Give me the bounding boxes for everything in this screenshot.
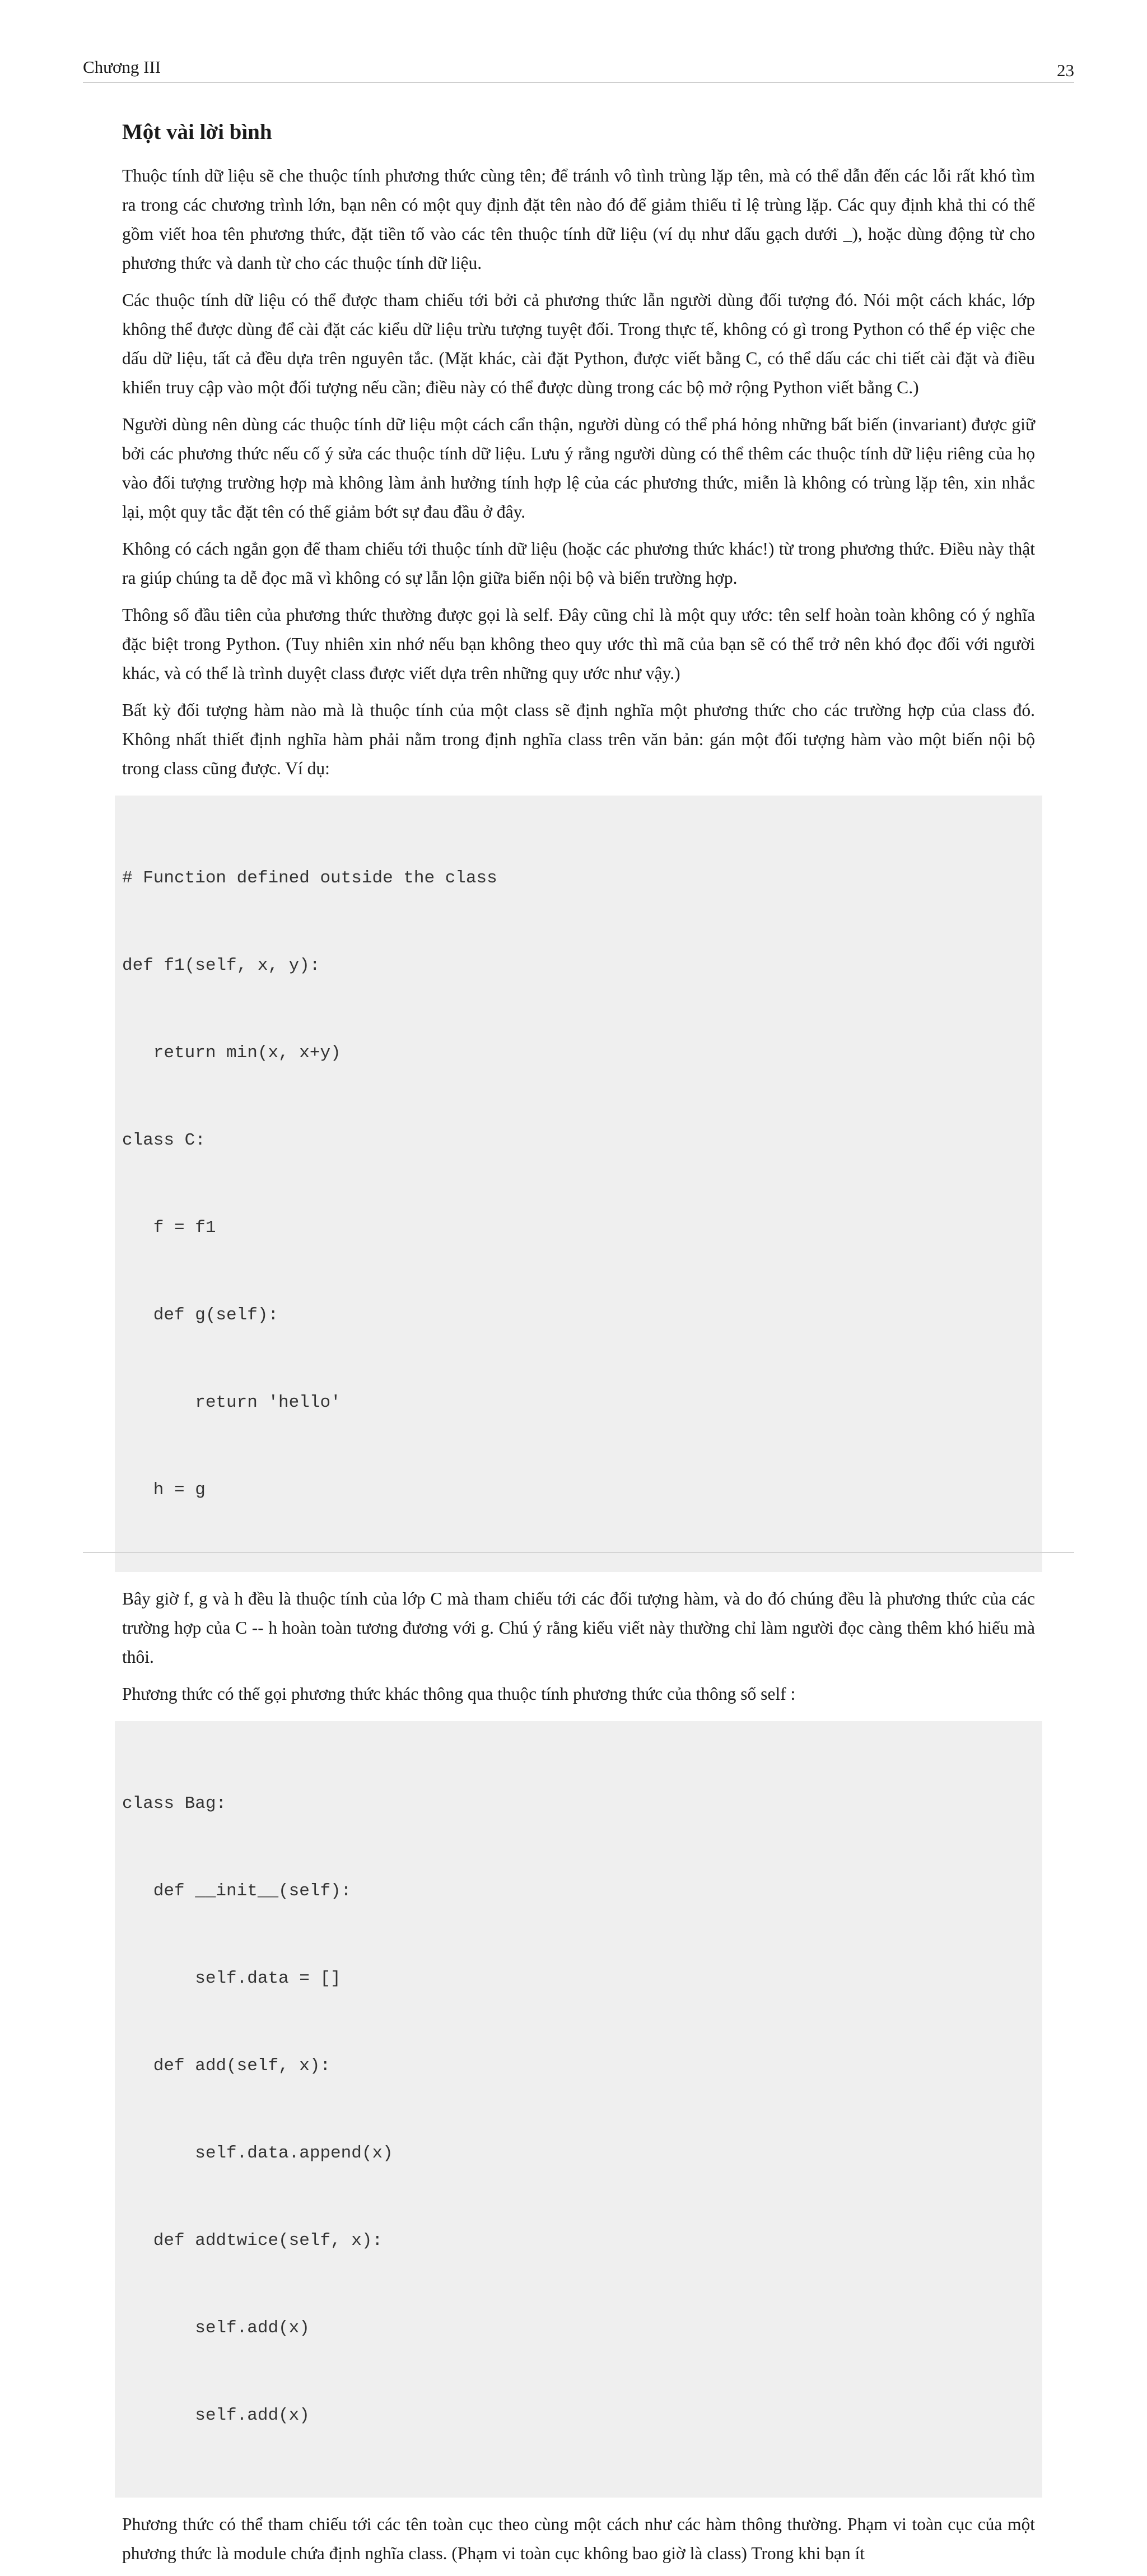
code-block-bag-class xyxy=(115,1721,1042,2498)
code-line: self.add(x) xyxy=(122,2318,310,2338)
paragraph: Phương thức có thể tham chiếu tới các tên toàn cục theo cùng một cách như các hàm thông thường. Phạm vi toàn cục của một phương thức là module chứa định nghĩa class. (Phạm vi toàn cục không bao giờ là class) Trong khi bạn ít xyxy=(122,2514,1035,2563)
paragraph: Các thuộc tính dữ liệu có thể được tham chiếu tới bởi cả phương thức lẫn người dùng đối tượng đó. Nói một cách khác, lớp không thể được dùng để cài đặt các kiểu dữ liệu trừu tượng tuyệt đối. Trong thực tế, không có gì trong Python có thể ép việc che dấu dữ liệu, tất cả đều dựa trên nguyên tắc. (Mặt khác, cài đặt Python, được viết bằng C, có thể dấu các chi tiết cài đặt và điều khiển truy cập vào một đối tượng nếu cần; điều này có thể được dùng trong các bộ mở rộng Python viết bằng C.) xyxy=(122,290,1035,397)
code-line: self.data = [] xyxy=(122,1969,341,1988)
paragraph: Thông số đầu tiên của phương thức thường được gọi là self. Đây cũng chỉ là một quy ước: tên self hoàn toàn không có ý nghĩa đặc biệt trong Python. (Tuy nhiên xin nhớ nếu bạn không theo quy ước thì mã của bạn sẽ có thể trở nên khó đọc đối với người khác, và có thể là trình duyệt class được viết dựa trên những quy ước như vậy.) xyxy=(122,605,1035,683)
paragraph: Người dùng nên dùng các thuộc tính dữ liệu một cách cẩn thận, người dùng có thể phá hỏng những bất biến (invariant) được giữ bởi các phương thức nếu cố ý sửa các thuộc tính dữ liệu. Lưu ý rằng người dùng có thể thêm các thuộc tính dữ liệu riêng của họ vào đối tượng trường hợp mà không làm ảnh hưởng tính hợp lệ của các phương thức, miễn là không có trùng lặp tên, xin nhắc lại, một quy tắc đặt tên có thể giảm bớt sự đau đầu ở đây. xyxy=(122,415,1035,522)
code-line: def f1(self, x, y): xyxy=(122,956,320,975)
section-title: Một vài lời bình xyxy=(122,120,272,144)
code-line: def addtwice(self, x): xyxy=(122,2231,383,2250)
chapter-label: Chương III xyxy=(83,57,161,77)
paragraph: Bây giờ f, g và h đều là thuộc tính của lớp C mà tham chiếu tới các đối tượng hàm, và do đó chúng đều là phương thức của các trường hợp của C -- h hoàn toàn tương đương với g. Chú ý rằng kiểu viết này thường chỉ làm người đọc càng thêm khó hiểu mà thôi. xyxy=(122,1589,1035,1667)
code-line: def add(self, x): xyxy=(122,2056,331,2076)
code-line: # Function defined outside the class xyxy=(122,868,497,888)
code-line: class Bag: xyxy=(122,1794,227,1814)
footer-divider xyxy=(83,1552,1074,1553)
code-line: self.data.append(x) xyxy=(122,2143,393,2163)
paragraph: Không có cách ngắn gọn để tham chiếu tới thuộc tính dữ liệu (hoặc các phương thức khác!) từ trong phương thức. Điều này thật ra giúp chúng ta dễ đọc mã vì không có sự lẫn lộn giữa biến nội bộ và biến trường hợp. xyxy=(122,539,1035,588)
page-header xyxy=(83,56,1074,83)
code-line: class C: xyxy=(122,1131,206,1150)
code-line: def g(self): xyxy=(122,1305,279,1325)
code-line: h = g xyxy=(122,1480,206,1500)
paragraph: Bất kỳ đối tượng hàm nào mà là thuộc tính của một class sẽ định nghĩa một phương thức cho các trường hợp của class đó. Không nhất thiết định nghĩa hàm phải nằm trong định nghĩa class trên văn bản: gán một đối tượng hàm vào một biến nội bộ trong class cũng được. Ví dụ: xyxy=(122,700,1035,778)
page-content xyxy=(122,117,1035,2576)
code-line: self.add(x) xyxy=(122,2406,310,2425)
paragraph: Thuộc tính dữ liệu sẽ che thuộc tính phương thức cùng tên; để tránh vô tình trùng lặp tên, mà có thể dẫn đến các lỗi rất khó tìm ra trong các chương trình lớn, bạn nên có một quy định đặt tên nào đó để giảm thiểu tỉ lệ trùng lặp. Các quy định khả thi có thể gồm viết hoa tên phương thức, đặt tiền tố vào các tên thuộc tính dữ liệu (ví dụ như dấu gạch dưới _), hoặc dùng động từ cho phương thức và danh từ cho các thuộc tính dữ liệu. xyxy=(122,166,1035,273)
code-line: def __init__(self): xyxy=(122,1881,352,1901)
code-line: f = f1 xyxy=(122,1218,216,1238)
code-line: return 'hello' xyxy=(122,1393,341,1412)
code-line: return min(x, x+y) xyxy=(122,1043,341,1063)
paragraph: Phương thức có thể gọi phương thức khác thông qua thuộc tính phương thức của thông số self : xyxy=(122,1684,796,1704)
code-block-function-example xyxy=(115,796,1042,1572)
page-number: 23 xyxy=(1057,61,1074,80)
